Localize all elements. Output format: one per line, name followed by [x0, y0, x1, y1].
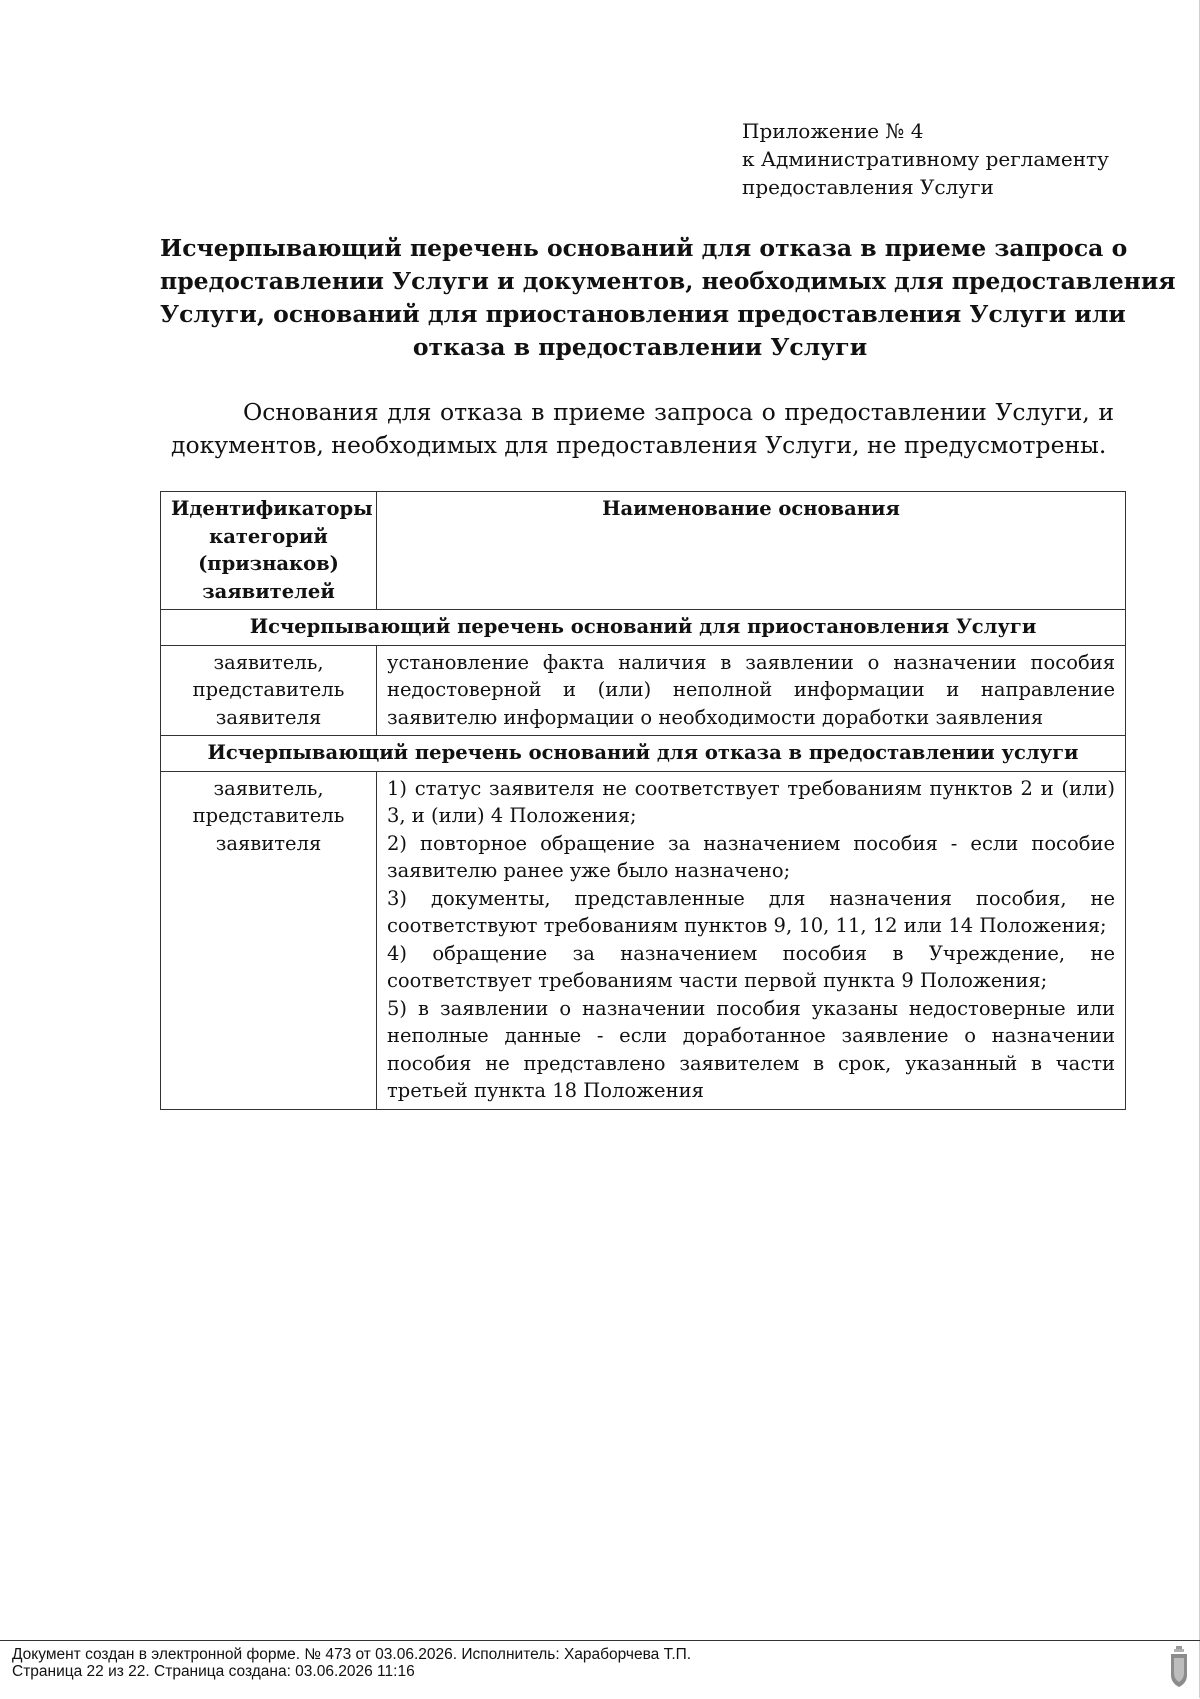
title-line: предоставлении Услуги и документов, необходимых для предоставления — [160, 267, 1176, 295]
list-item: 1) статус заявителя не соответствует требованиям пунктов 2 и (или) 3, и (или) 4 Положения; — [387, 776, 1115, 827]
list-item: 4) обращение за назначением пособия в Учреждение, не соответствует требованиям части первой пункта 9 Положения; — [387, 941, 1115, 992]
appendix-note — [742, 117, 1109, 201]
document-title — [160, 232, 1176, 364]
table-row — [161, 645, 1126, 736]
footer-page-info: Страница 22 из 22. Страница создана: 03.06.2026 11:16 — [12, 1663, 415, 1680]
header-applicant-categories: Идентификаторы категорий (признаков) заявителей — [161, 492, 377, 610]
list-item: 5) в заявлении о назначении пособия указаны недостоверные или неполные данные - если доработанное заявление о назначении пособия не представлено заявителем в срок, указанный в части третьей пункта 18 Положения — [387, 996, 1115, 1102]
section-row — [161, 610, 1126, 646]
refusal-grounds-list — [377, 771, 1126, 1109]
title-line: отказа в предоставлении Услуги — [412, 333, 868, 361]
suspension-ground: установление факта наличия в заявлении о назначении пособия недостоверной и (или) неполной информации и направление заявителю информации о необходимости доработки заявления — [377, 645, 1126, 736]
section-suspension-title: Исчерпывающий перечень оснований для приостановления Услуги — [161, 610, 1126, 646]
table-row — [161, 771, 1126, 1109]
intro-paragraph: Основания для отказа в приеме запроса о предоставлении Услуги, и документов, необходимых для предоставления Услуги, не предусмотрены. — [171, 398, 1114, 459]
header-ground-name: Наименование основания — [377, 492, 1126, 610]
applicant-category: заявитель, представитель заявителя — [161, 771, 377, 1109]
document-footer — [0, 1640, 1200, 1699]
grounds-table — [160, 491, 1126, 1110]
section-row — [161, 736, 1126, 772]
section-refusal-title: Исчерпывающий перечень оснований для отказа в предоставлении услуги — [161, 736, 1126, 772]
appendix-regulation: к Административному регламенту — [742, 147, 1109, 171]
appendix-number: Приложение № 4 — [742, 119, 924, 143]
title-line: Исчерпывающий перечень оснований для отказа в приеме запроса о — [160, 234, 1128, 262]
coat-of-arms-icon — [1168, 1645, 1190, 1689]
list-item: 3) документы, представленные для назначения пособия, не соответствуют требованиям пунктов 9, 10, 11, 12 или 14 Положения; — [387, 886, 1115, 937]
list-item: 2) повторное обращение за назначением пособия - если пособие заявителю ранее уже было назначено; — [387, 831, 1115, 882]
table-header-row — [161, 492, 1126, 610]
title-line: Услуги, оснований для приостановления предоставления Услуги или — [160, 300, 1126, 328]
footer-document-info: Документ создан в электронной форме. № 473 от 03.06.2026. Исполнитель: Хараборчева Т.П. — [12, 1646, 692, 1663]
appendix-service: предоставления Услуги — [742, 175, 994, 199]
applicant-category: заявитель, представитель заявителя — [161, 645, 377, 736]
